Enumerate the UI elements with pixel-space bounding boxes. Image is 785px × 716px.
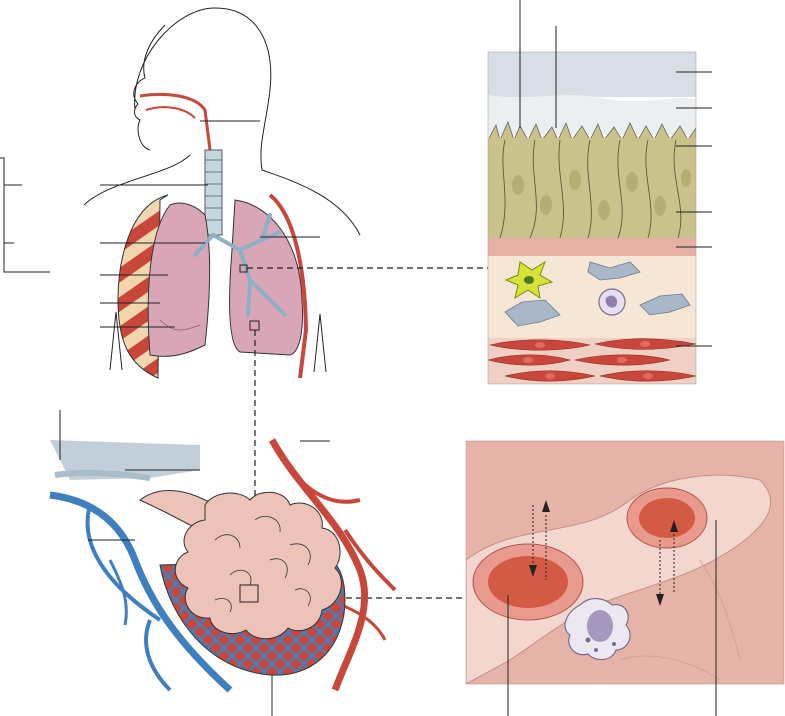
nasal-airway bbox=[140, 94, 210, 150]
red-blood-cell-1 bbox=[488, 556, 568, 608]
left-bracket bbox=[0, 158, 50, 272]
trachea bbox=[205, 150, 222, 235]
red-blood-cell-2 bbox=[639, 498, 695, 538]
alveolar-sac-panel bbox=[50, 410, 395, 716]
alveolar-capillary-panel bbox=[466, 441, 784, 684]
body-lungs-overview-panel bbox=[0, 8, 360, 378]
airway-lumen bbox=[488, 52, 696, 97]
airway-wall-section-panel bbox=[488, 52, 696, 388]
basement-membrane bbox=[488, 238, 696, 256]
